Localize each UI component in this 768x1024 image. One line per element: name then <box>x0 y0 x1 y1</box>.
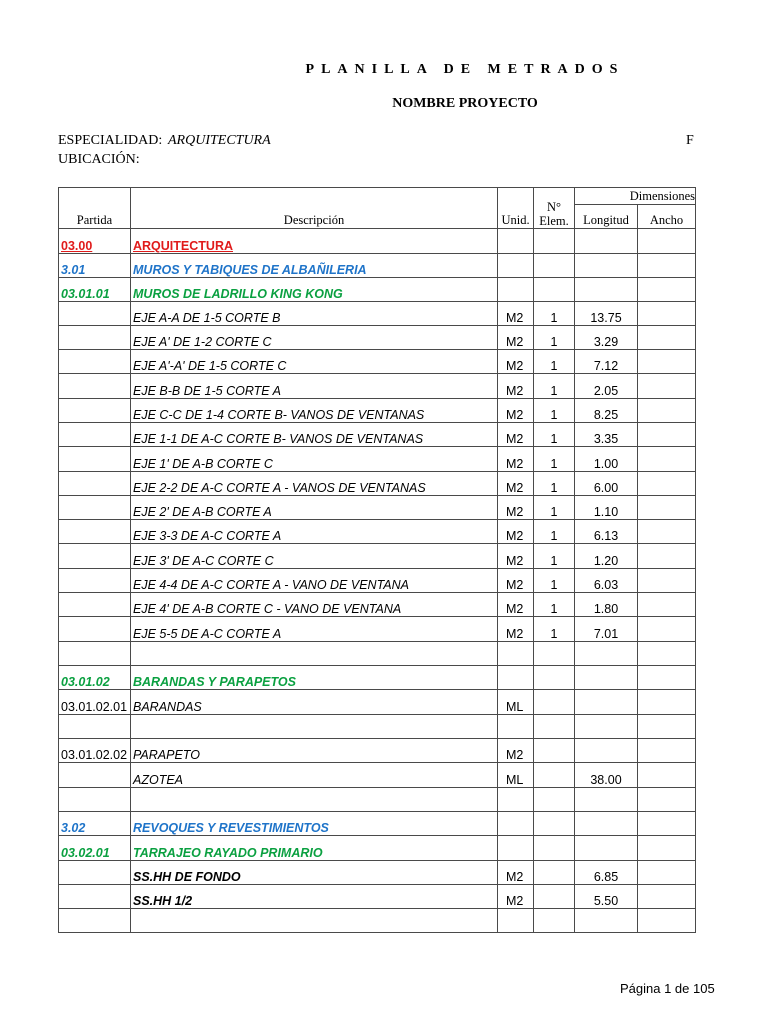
cell-longitud <box>575 254 638 278</box>
cell-longitud <box>575 278 638 302</box>
cell-partida <box>59 885 131 909</box>
cell-longitud <box>575 836 638 861</box>
cell-ancho <box>638 350 696 374</box>
cell-descripcion: EJE 2-2 DE A-C CORTE A - VANOS DE VENTANAS <box>131 472 498 496</box>
cell-unid: M2 <box>498 520 534 544</box>
cell-ancho <box>638 666 696 690</box>
table-row <box>59 278 696 302</box>
cell-unid: M2 <box>498 374 534 399</box>
cell-unid <box>498 715 534 739</box>
cell-unid <box>498 642 534 666</box>
header-unid: Unid. <box>498 188 534 229</box>
cell-descripcion: EJE 4-4 DE A-C CORTE A - VANO DE VENTANA <box>131 569 498 593</box>
cell-partida <box>59 302 131 326</box>
cell-descripcion <box>131 715 498 739</box>
cell-unid: ML <box>498 763 534 788</box>
cell-longitud: 1.00 <box>575 447 638 472</box>
cell-unid: M2 <box>498 861 534 885</box>
cell-partida <box>59 861 131 885</box>
cell-unid <box>498 278 534 302</box>
cell-descripcion: MUROS DE LADRILLO KING KONG <box>131 278 498 302</box>
cell-partida: 3.01 <box>59 254 131 278</box>
cell-unid <box>498 254 534 278</box>
cell-descripcion: BARANDAS Y PARAPETOS <box>131 666 498 690</box>
cell-longitud: 1.20 <box>575 544 638 569</box>
cell-ancho <box>638 472 696 496</box>
cell-longitud <box>575 642 638 666</box>
cell-descripcion: EJE 3' DE A-C CORTE C <box>131 544 498 569</box>
cell-unid: M2 <box>498 593 534 617</box>
cell-unid: M2 <box>498 544 534 569</box>
cell-n-elem: 1 <box>534 423 575 447</box>
cell-ancho <box>638 278 696 302</box>
cell-partida <box>59 642 131 666</box>
cell-ancho <box>638 715 696 739</box>
cell-n-elem <box>534 812 575 836</box>
cell-partida <box>59 399 131 423</box>
especialidad-value: ARQUITECTURA <box>168 133 271 148</box>
cell-descripcion <box>131 788 498 812</box>
cell-n-elem <box>534 666 575 690</box>
cell-partida: 03.00 <box>59 229 131 254</box>
page-number: Página 1 de 105 <box>620 981 715 996</box>
cell-ancho <box>638 812 696 836</box>
cell-unid <box>498 836 534 861</box>
cell-partida <box>59 569 131 593</box>
table-row <box>59 302 696 326</box>
cell-partida <box>59 617 131 642</box>
cell-n-elem <box>534 836 575 861</box>
table-row <box>59 399 696 423</box>
cell-longitud <box>575 666 638 690</box>
cell-n-elem: 1 <box>534 593 575 617</box>
cell-longitud: 6.00 <box>575 472 638 496</box>
cell-longitud: 8.25 <box>575 399 638 423</box>
cell-descripcion: EJE 1-1 DE A-C CORTE B- VANOS DE VENTANAS <box>131 423 498 447</box>
project-name: NOMBRE PROYECTO <box>392 96 538 111</box>
cell-unid: M2 <box>498 326 534 350</box>
table-row <box>59 544 696 569</box>
cell-descripcion: MUROS Y TABIQUES DE ALBAÑILERIA <box>131 254 498 278</box>
cell-ancho <box>638 326 696 350</box>
cell-partida <box>59 326 131 350</box>
cell-partida <box>59 520 131 544</box>
cell-longitud: 6.03 <box>575 569 638 593</box>
cell-descripcion: REVOQUES Y REVESTIMIENTOS <box>131 812 498 836</box>
cell-unid <box>498 666 534 690</box>
cell-n-elem: 1 <box>534 399 575 423</box>
cell-ancho <box>638 593 696 617</box>
cell-n-elem <box>534 642 575 666</box>
table-row <box>59 861 696 885</box>
cell-n-elem <box>534 229 575 254</box>
cell-n-elem: 1 <box>534 617 575 642</box>
cell-n-elem <box>534 885 575 909</box>
cell-partida: 03.01.01 <box>59 278 131 302</box>
cell-longitud <box>575 909 638 933</box>
table-row <box>59 447 696 472</box>
header-descripcion: Descripción <box>131 188 498 229</box>
especialidad-label: ESPECIALIDAD: <box>58 133 163 148</box>
header-dimensiones: Dimensiones <box>575 188 696 205</box>
cell-unid <box>498 229 534 254</box>
cell-ancho <box>638 739 696 763</box>
table-row <box>59 885 696 909</box>
cell-longitud: 7.01 <box>575 617 638 642</box>
cell-longitud <box>575 739 638 763</box>
cell-unid: M2 <box>498 885 534 909</box>
cell-longitud <box>575 788 638 812</box>
cell-n-elem <box>534 861 575 885</box>
ubicacion-label: UBICACIÓN: <box>58 152 140 167</box>
table-row <box>59 496 696 520</box>
cell-n-elem <box>534 690 575 715</box>
cell-longitud: 1.80 <box>575 593 638 617</box>
cell-ancho <box>638 254 696 278</box>
cell-ancho <box>638 544 696 569</box>
cell-n-elem <box>534 254 575 278</box>
cell-ancho <box>638 763 696 788</box>
cell-n-elem <box>534 909 575 933</box>
cell-n-elem: 1 <box>534 520 575 544</box>
cell-unid: M2 <box>498 569 534 593</box>
header-ancho: Ancho <box>638 205 696 229</box>
cell-ancho <box>638 496 696 520</box>
cell-ancho <box>638 374 696 399</box>
cell-longitud: 6.13 <box>575 520 638 544</box>
cell-longitud: 1.10 <box>575 496 638 520</box>
cell-n-elem: 1 <box>534 569 575 593</box>
cell-n-elem: 1 <box>534 544 575 569</box>
table-row <box>59 326 696 350</box>
cell-partida <box>59 447 131 472</box>
table-row <box>59 666 696 690</box>
cell-longitud: 7.12 <box>575 350 638 374</box>
cell-partida <box>59 788 131 812</box>
cell-ancho <box>638 302 696 326</box>
cell-longitud: 3.35 <box>575 423 638 447</box>
cell-unid: M2 <box>498 739 534 763</box>
cell-longitud <box>575 229 638 254</box>
cell-partida: 03.02.01 <box>59 836 131 861</box>
cell-descripcion: PARAPETO <box>131 739 498 763</box>
cell-partida: 3.02 <box>59 812 131 836</box>
cell-n-elem: 1 <box>534 472 575 496</box>
cell-unid: M2 <box>498 350 534 374</box>
cell-ancho <box>638 423 696 447</box>
table-row <box>59 715 696 739</box>
cell-descripcion: TARRAJEO RAYADO PRIMARIO <box>131 836 498 861</box>
cell-partida: 03.01.02.02 <box>59 739 131 763</box>
cell-n-elem <box>534 278 575 302</box>
table-row <box>59 229 696 254</box>
table-row <box>59 254 696 278</box>
cell-longitud: 13.75 <box>575 302 638 326</box>
cell-descripcion <box>131 909 498 933</box>
cell-unid: M2 <box>498 472 534 496</box>
cell-partida <box>59 423 131 447</box>
cell-descripcion: EJE 1' DE A-B CORTE C <box>131 447 498 472</box>
cell-descripcion: AZOTEA <box>131 763 498 788</box>
cell-descripcion: EJE A-A DE 1-5 CORTE B <box>131 302 498 326</box>
table-row <box>59 520 696 544</box>
cell-longitud <box>575 812 638 836</box>
cell-descripcion: EJE B-B DE 1-5 CORTE A <box>131 374 498 399</box>
cell-longitud <box>575 690 638 715</box>
cell-n-elem: 1 <box>534 496 575 520</box>
table-row <box>59 350 696 374</box>
cell-longitud: 38.00 <box>575 763 638 788</box>
cell-unid <box>498 812 534 836</box>
table-row <box>59 788 696 812</box>
cell-n-elem <box>534 788 575 812</box>
cell-descripcion: SS.HH 1/2 <box>131 885 498 909</box>
header-partida: Partida <box>59 188 131 229</box>
cell-descripcion: SS.HH DE FONDO <box>131 861 498 885</box>
cell-partida: 03.01.02.01 <box>59 690 131 715</box>
table-row <box>59 763 696 788</box>
cell-descripcion: EJE A'-A' DE 1-5 CORTE C <box>131 350 498 374</box>
cell-ancho <box>638 229 696 254</box>
cell-n-elem <box>534 739 575 763</box>
table-row <box>59 739 696 763</box>
cell-unid: M2 <box>498 302 534 326</box>
document-title: PLANILLA DE METRADOS <box>305 62 625 77</box>
header-longitud: Longitud <box>575 205 638 229</box>
cell-descripcion: EJE 2' DE A-B CORTE A <box>131 496 498 520</box>
cell-descripcion: ARQUITECTURA <box>131 229 498 254</box>
cell-n-elem: 1 <box>534 350 575 374</box>
cell-partida <box>59 763 131 788</box>
cell-unid: M2 <box>498 399 534 423</box>
cell-ancho <box>638 399 696 423</box>
cell-longitud: 3.29 <box>575 326 638 350</box>
cell-unid: ML <box>498 690 534 715</box>
cell-longitud <box>575 715 638 739</box>
cell-unid: M2 <box>498 423 534 447</box>
cell-n-elem <box>534 763 575 788</box>
table-row <box>59 909 696 933</box>
cell-partida: 03.01.02 <box>59 666 131 690</box>
cell-ancho <box>638 520 696 544</box>
cell-partida <box>59 909 131 933</box>
cell-partida <box>59 715 131 739</box>
table-row <box>59 617 696 642</box>
truncated-header-text: F <box>686 133 694 148</box>
table-row <box>59 569 696 593</box>
cell-longitud: 5.50 <box>575 885 638 909</box>
cell-unid: M2 <box>498 447 534 472</box>
cell-ancho <box>638 788 696 812</box>
cell-descripcion: EJE 4' DE A-B CORTE C - VANO DE VENTANA <box>131 593 498 617</box>
table-row <box>59 836 696 861</box>
cell-unid: M2 <box>498 496 534 520</box>
cell-partida <box>59 374 131 399</box>
cell-ancho <box>638 690 696 715</box>
table-header-row <box>59 188 696 205</box>
cell-partida <box>59 350 131 374</box>
cell-n-elem: 1 <box>534 447 575 472</box>
cell-descripcion: EJE C-C DE 1-4 CORTE B- VANOS DE VENTANAS <box>131 399 498 423</box>
table-row <box>59 642 696 666</box>
cell-n-elem: 1 <box>534 302 575 326</box>
table-row <box>59 593 696 617</box>
cell-unid <box>498 788 534 812</box>
cell-ancho <box>638 642 696 666</box>
table-row <box>59 812 696 836</box>
cell-ancho <box>638 617 696 642</box>
cell-n-elem: 1 <box>534 374 575 399</box>
metrados-table <box>58 187 696 933</box>
table-row <box>59 690 696 715</box>
cell-descripcion <box>131 642 498 666</box>
cell-unid: M2 <box>498 617 534 642</box>
cell-descripcion: EJE A' DE 1-2 CORTE C <box>131 326 498 350</box>
cell-n-elem <box>534 715 575 739</box>
cell-descripcion: EJE 3-3 DE A-C CORTE A <box>131 520 498 544</box>
cell-unid <box>498 909 534 933</box>
cell-partida <box>59 472 131 496</box>
header-n-elem: N° Elem. <box>534 188 575 229</box>
cell-ancho <box>638 885 696 909</box>
cell-descripcion: EJE 5-5 DE A-C CORTE A <box>131 617 498 642</box>
cell-n-elem: 1 <box>534 326 575 350</box>
cell-partida <box>59 496 131 520</box>
table-row <box>59 472 696 496</box>
cell-ancho <box>638 447 696 472</box>
cell-ancho <box>638 569 696 593</box>
cell-ancho <box>638 909 696 933</box>
cell-partida <box>59 593 131 617</box>
cell-longitud: 6.85 <box>575 861 638 885</box>
cell-ancho <box>638 861 696 885</box>
cell-ancho <box>638 836 696 861</box>
cell-partida <box>59 544 131 569</box>
table-row <box>59 374 696 399</box>
table-row <box>59 423 696 447</box>
cell-descripcion: BARANDAS <box>131 690 498 715</box>
cell-longitud: 2.05 <box>575 374 638 399</box>
